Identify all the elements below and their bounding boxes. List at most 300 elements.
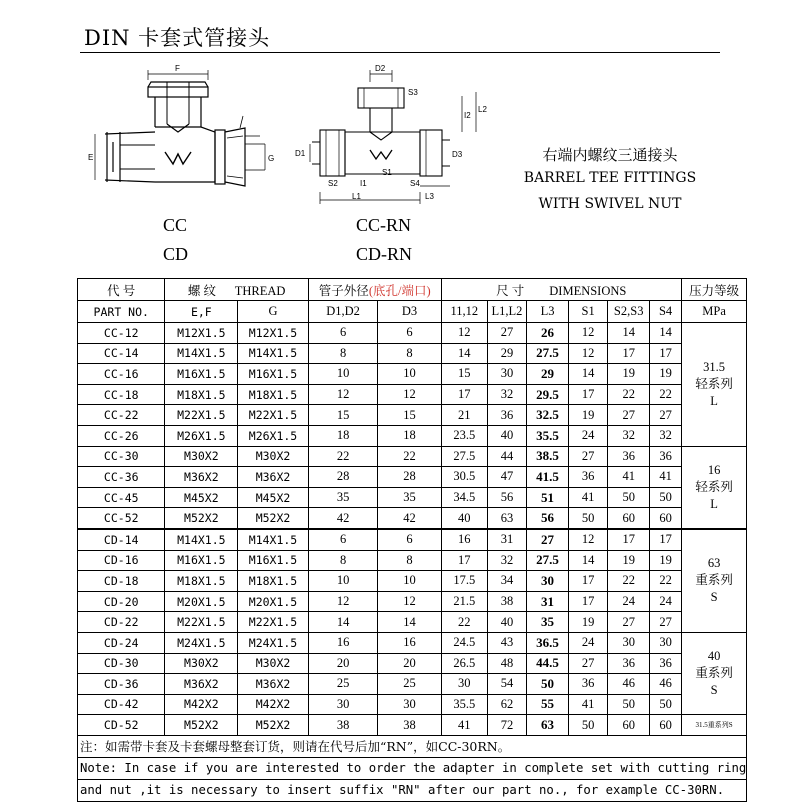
cell-l3: 56 [526, 508, 568, 529]
table-row [78, 467, 747, 488]
cell-part-no: CC-52 [78, 508, 165, 529]
cell-d3: 10 [378, 364, 441, 385]
title-underline [80, 52, 720, 53]
cell-l1l2: 29 [487, 343, 526, 364]
cell-l1l2: 44 [487, 446, 526, 467]
cell-s2s3: 32 [608, 425, 650, 446]
dim-s1-label: S1 [382, 168, 392, 177]
cell-s1: 19 [569, 405, 608, 426]
note-en-1: Note: In case if you are interested to order the adapter in complete set with cutting ring [78, 757, 747, 779]
cell-part-no: CC-30 [78, 446, 165, 467]
cell-l1l2: 72 [487, 715, 526, 736]
cell-d3: 14 [378, 612, 441, 633]
cell-d1d2: 35 [308, 487, 378, 508]
pressure-group [681, 446, 746, 529]
cell-d3: 35 [378, 487, 441, 508]
cell-s4: 60 [650, 715, 682, 736]
cell-l1l2: 43 [487, 632, 526, 653]
cell-part-no: CD-30 [78, 653, 165, 674]
barrel-tee-drawing [85, 62, 300, 207]
pressure-code: L [710, 393, 718, 408]
cell-part-no: CD-36 [78, 674, 165, 695]
cell-thread-g: M30X2 [238, 446, 309, 467]
cell-l1l2: 34 [487, 571, 526, 592]
cell-d1d2: 10 [308, 364, 378, 385]
cell-d3: 10 [378, 571, 441, 592]
cell-d1d2: 8 [308, 343, 378, 364]
header-code: 代 号 [78, 279, 165, 301]
cell-s4: 32 [650, 425, 682, 446]
cell-i1i2: 17 [441, 384, 487, 405]
cell-d3: 16 [378, 632, 441, 653]
cell-s2s3: 24 [608, 591, 650, 612]
cell-i1i2: 21 [441, 405, 487, 426]
cell-s2s3: 30 [608, 632, 650, 653]
dim-d3-label: D3 [452, 150, 463, 159]
cell-s4: 19 [650, 364, 682, 385]
cell-d1d2: 8 [308, 550, 378, 571]
dim-d1-label: D1 [295, 149, 306, 158]
cell-l3: 55 [526, 694, 568, 715]
dim-g-label: G [268, 154, 275, 163]
cell-thread-g: M52X2 [238, 715, 309, 736]
cell-l1l2: 56 [487, 487, 526, 508]
cell-thread-g: M52X2 [238, 508, 309, 529]
cell-s2s3: 41 [608, 467, 650, 488]
table-row [78, 632, 747, 653]
cell-d1d2: 18 [308, 425, 378, 446]
cell-i1i2: 35.5 [441, 694, 487, 715]
dim-d2-label: D2 [375, 64, 386, 73]
pressure-series: 重系列 [695, 666, 733, 681]
cell-thread-ef: M26X1.5 [165, 425, 238, 446]
cell-s4: 41 [650, 467, 682, 488]
cell-thread-ef: M22X1.5 [165, 612, 238, 633]
cell-s4: 27 [650, 612, 682, 633]
cell-s1: 12 [569, 529, 608, 550]
cell-d1d2: 30 [308, 694, 378, 715]
cell-s2s3: 60 [608, 715, 650, 736]
tee-with-nuts-drawing [290, 62, 495, 207]
cell-l1l2: 54 [487, 674, 526, 695]
cell-s2s3: 50 [608, 694, 650, 715]
cell-l1l2: 40 [487, 612, 526, 633]
cell-s2s3: 60 [608, 508, 650, 529]
dim-e-label: E [88, 153, 94, 162]
cell-d3: 8 [378, 343, 441, 364]
cell-l3: 29.5 [526, 384, 568, 405]
note-en-2: and nut ,it is necessary to insert suffix "RN" after our part no., for example CC-30RN. [78, 779, 747, 801]
cell-l3: 50 [526, 674, 568, 695]
cell-s4: 36 [650, 446, 682, 467]
cell-d3: 25 [378, 674, 441, 695]
spec-table [77, 278, 747, 802]
cell-s1: 19 [569, 612, 608, 633]
cell-thread-g: M14X1.5 [238, 529, 309, 550]
cell-d3: 6 [378, 323, 441, 344]
dim-s2-label: S2 [328, 179, 338, 188]
dim-i1-label: I1 [360, 179, 367, 188]
cell-l3: 44.5 [526, 653, 568, 674]
cell-thread-g: M30X2 [238, 653, 309, 674]
cell-s4: 14 [650, 323, 682, 344]
pressure-value: 16 [707, 462, 721, 477]
cell-i1i2: 23.5 [441, 425, 487, 446]
cell-d3: 6 [378, 529, 441, 550]
dim-i2-label: I2 [464, 111, 471, 120]
cell-s2s3: 17 [608, 343, 650, 364]
cell-part-no: CC-14 [78, 343, 165, 364]
header-l1l2: L1,L2 [487, 301, 526, 323]
cell-part-no: CC-16 [78, 364, 165, 385]
cell-s2s3: 19 [608, 364, 650, 385]
cell-s2s3: 50 [608, 487, 650, 508]
cell-part-no: CD-14 [78, 529, 165, 550]
cell-d1d2: 14 [308, 612, 378, 633]
cell-thread-ef: M52X2 [165, 715, 238, 736]
model-cc-rn: CC-RN [356, 215, 412, 235]
cell-thread-ef: M22X1.5 [165, 405, 238, 426]
cell-s4: 17 [650, 529, 682, 550]
cell-part-no: CC-26 [78, 425, 165, 446]
cell-part-no: CC-18 [78, 384, 165, 405]
cell-s2s3: 17 [608, 529, 650, 550]
header-l3: L3 [526, 301, 568, 323]
pressure-code: S [710, 590, 718, 605]
table-row [78, 487, 747, 508]
cell-d1d2: 10 [308, 571, 378, 592]
cell-l3: 51 [526, 487, 568, 508]
cell-l3: 26 [526, 323, 568, 344]
cell-s1: 27 [569, 446, 608, 467]
table-row [78, 405, 747, 426]
cell-i1i2: 15 [441, 364, 487, 385]
note-row-zh [78, 735, 747, 757]
pressure-value: 31.5 [703, 359, 726, 374]
cell-i1i2: 17.5 [441, 571, 487, 592]
cell-d3: 15 [378, 405, 441, 426]
dim-f-label: F [175, 64, 180, 73]
cell-s2s3: 27 [608, 612, 650, 633]
cell-i1i2: 22 [441, 612, 487, 633]
table-row [78, 571, 747, 592]
cell-part-no: CD-24 [78, 632, 165, 653]
table-row [78, 653, 747, 674]
cell-s1: 36 [569, 467, 608, 488]
cell-s1: 50 [569, 508, 608, 529]
cell-s1: 14 [569, 364, 608, 385]
header-s1: S1 [569, 301, 608, 323]
cell-thread-g: M36X2 [238, 674, 309, 695]
cell-s2s3: 19 [608, 550, 650, 571]
cell-l1l2: 47 [487, 467, 526, 488]
cell-i1i2: 26.5 [441, 653, 487, 674]
dim-s4-label: S4 [410, 179, 420, 188]
cell-thread-g: M42X2 [238, 694, 309, 715]
cell-thread-g: M18X1.5 [238, 571, 309, 592]
cell-d3: 18 [378, 425, 441, 446]
note-row-en-2 [78, 779, 747, 801]
cell-i1i2: 34.5 [441, 487, 487, 508]
cell-i1i2: 30.5 [441, 467, 487, 488]
cell-thread-ef: M16X1.5 [165, 550, 238, 571]
cell-i1i2: 16 [441, 529, 487, 550]
cell-d3: 30 [378, 694, 441, 715]
header-thread: 螺 纹 THREAD [165, 279, 308, 301]
cell-l1l2: 30 [487, 364, 526, 385]
dim-s3-label: S3 [408, 88, 418, 97]
cell-s4: 46 [650, 674, 682, 695]
cell-part-no: CD-52 [78, 715, 165, 736]
cell-part-no: CD-42 [78, 694, 165, 715]
table-row [78, 715, 747, 736]
note-row-en-1 [78, 757, 747, 779]
cell-thread-g: M18X1.5 [238, 384, 309, 405]
desc-zh: 右端内螺纹三通接头 [542, 146, 678, 164]
header-s2s3: S2,S3 [608, 301, 650, 323]
cell-s4: 22 [650, 571, 682, 592]
cell-l1l2: 38 [487, 591, 526, 612]
cell-s4: 50 [650, 487, 682, 508]
model-cd: CD [163, 244, 189, 264]
cell-part-no: CD-18 [78, 571, 165, 592]
cell-l1l2: 40 [487, 425, 526, 446]
header-mpa: MPa [681, 301, 746, 323]
cell-l1l2: 36 [487, 405, 526, 426]
cell-s2s3: 27 [608, 405, 650, 426]
cell-d1d2: 28 [308, 467, 378, 488]
cell-s2s3: 46 [608, 674, 650, 695]
dim-l2-label: L2 [478, 105, 487, 114]
table-row [78, 591, 747, 612]
cell-part-no: CD-22 [78, 612, 165, 633]
cell-d1d2: 12 [308, 384, 378, 405]
cell-s1: 41 [569, 694, 608, 715]
cell-thread-ef: M30X2 [165, 446, 238, 467]
cell-d1d2: 16 [308, 632, 378, 653]
cell-s1: 41 [569, 487, 608, 508]
cell-thread-ef: M20X1.5 [165, 591, 238, 612]
cell-d1d2: 42 [308, 508, 378, 529]
header-ef: E,F [165, 301, 238, 323]
cell-l1l2: 32 [487, 384, 526, 405]
cell-d1d2: 22 [308, 446, 378, 467]
table-row [78, 612, 747, 633]
cell-l3: 30 [526, 571, 568, 592]
cell-i1i2: 17 [441, 550, 487, 571]
header-row-2 [78, 301, 747, 323]
table-row [78, 446, 747, 467]
cell-thread-g: M22X1.5 [238, 612, 309, 633]
cell-thread-ef: M18X1.5 [165, 384, 238, 405]
cell-part-no: CC-12 [78, 323, 165, 344]
header-pressure: 压力等级 [681, 279, 746, 301]
cell-s1: 12 [569, 323, 608, 344]
table-row [78, 364, 747, 385]
pressure-series: 轻系列 [695, 479, 733, 494]
desc-en-2: WITH SWIVEL NUT [538, 196, 682, 212]
cell-thread-g: M24X1.5 [238, 632, 309, 653]
pressure-value: 40 [707, 649, 721, 664]
cell-s4: 17 [650, 343, 682, 364]
cell-l3: 32.5 [526, 405, 568, 426]
table-row [78, 343, 747, 364]
cell-part-no: CC-22 [78, 405, 165, 426]
cell-s1: 27 [569, 653, 608, 674]
cell-d3: 22 [378, 446, 441, 467]
header-d1d2: D1,D2 [308, 301, 378, 323]
cell-thread-ef: M36X2 [165, 674, 238, 695]
table-row [78, 323, 747, 344]
pressure-code: S [710, 683, 718, 698]
cell-s1: 17 [569, 591, 608, 612]
header-d3: D3 [378, 301, 441, 323]
cell-s4: 30 [650, 632, 682, 653]
cell-l3: 27.5 [526, 550, 568, 571]
pressure-series: 重系列 [695, 573, 733, 588]
header-s4: S4 [650, 301, 682, 323]
cell-s4: 36 [650, 653, 682, 674]
cell-thread-g: M16X1.5 [238, 364, 309, 385]
cell-l1l2: 31 [487, 529, 526, 550]
pressure-group [681, 632, 746, 714]
cell-s2s3: 22 [608, 571, 650, 592]
cell-thread-g: M16X1.5 [238, 550, 309, 571]
cell-l3: 31 [526, 591, 568, 612]
cell-thread-g: M36X2 [238, 467, 309, 488]
cell-s4: 22 [650, 384, 682, 405]
table-row [78, 508, 747, 529]
cell-d3: 20 [378, 653, 441, 674]
cell-l1l2: 63 [487, 508, 526, 529]
cell-l3: 35 [526, 612, 568, 633]
cell-thread-g: M45X2 [238, 487, 309, 508]
cell-d1d2: 15 [308, 405, 378, 426]
cell-d1d2: 6 [308, 529, 378, 550]
table-row [78, 529, 747, 550]
cell-i1i2: 27.5 [441, 446, 487, 467]
cell-s2s3: 14 [608, 323, 650, 344]
cell-s1: 50 [569, 715, 608, 736]
note-zh: 注：如需带卡套及卡套螺母整套订货，则请在代号后加“RN”，如CC-30RN。 [78, 735, 747, 757]
cell-l3: 36.5 [526, 632, 568, 653]
cell-thread-g: M12X1.5 [238, 323, 309, 344]
cell-d3: 28 [378, 467, 441, 488]
cell-s1: 12 [569, 343, 608, 364]
cell-thread-ef: M24X1.5 [165, 632, 238, 653]
header-od: 管子外径(底孔/端口) [308, 279, 441, 301]
cell-l3: 63 [526, 715, 568, 736]
cell-l3: 27.5 [526, 343, 568, 364]
cell-i1i2: 14 [441, 343, 487, 364]
cell-s2s3: 36 [608, 446, 650, 467]
cell-i1i2: 24.5 [441, 632, 487, 653]
cell-s1: 17 [569, 384, 608, 405]
cell-l1l2: 27 [487, 323, 526, 344]
cell-d1d2: 12 [308, 591, 378, 612]
cell-thread-ef: M12X1.5 [165, 323, 238, 344]
cell-thread-ef: M14X1.5 [165, 343, 238, 364]
cell-i1i2: 40 [441, 508, 487, 529]
model-cd-rn: CD-RN [356, 244, 413, 264]
cell-s2s3: 36 [608, 653, 650, 674]
dim-l3-label: L3 [425, 192, 434, 201]
cell-part-no: CD-20 [78, 591, 165, 612]
cell-thread-ef: M45X2 [165, 487, 238, 508]
cell-d3: 12 [378, 384, 441, 405]
cell-thread-ef: M36X2 [165, 467, 238, 488]
pressure-group: 31.5重系列S [681, 715, 746, 736]
cell-d3: 42 [378, 508, 441, 529]
cell-thread-g: M14X1.5 [238, 343, 309, 364]
header-i1i2: 11,12 [441, 301, 487, 323]
cell-thread-g: M20X1.5 [238, 591, 309, 612]
cell-i1i2: 30 [441, 674, 487, 695]
cell-l3: 29 [526, 364, 568, 385]
cell-d1d2: 20 [308, 653, 378, 674]
pressure-code: L [710, 496, 718, 511]
cell-thread-ef: M30X2 [165, 653, 238, 674]
cell-l1l2: 62 [487, 694, 526, 715]
cell-thread-g: M26X1.5 [238, 425, 309, 446]
cell-thread-ef: M52X2 [165, 508, 238, 529]
cell-thread-ef: M16X1.5 [165, 364, 238, 385]
cell-l3: 35.5 [526, 425, 568, 446]
cell-d3: 12 [378, 591, 441, 612]
cell-l3: 27 [526, 529, 568, 550]
table-row [78, 694, 747, 715]
desc-en-1: BARREL TEE FITTINGS [523, 170, 697, 186]
cell-l1l2: 48 [487, 653, 526, 674]
cell-s4: 50 [650, 694, 682, 715]
cell-s4: 27 [650, 405, 682, 426]
cell-s4: 60 [650, 508, 682, 529]
cell-thread-ef: M42X2 [165, 694, 238, 715]
cell-s4: 24 [650, 591, 682, 612]
spec-body [78, 323, 747, 736]
cell-l3: 38.5 [526, 446, 568, 467]
dim-l1-label: L1 [352, 192, 361, 201]
pressure-series: 轻系列 [695, 376, 733, 391]
cell-i1i2: 41 [441, 715, 487, 736]
cell-thread-ef: M14X1.5 [165, 529, 238, 550]
header-row-1 [78, 279, 747, 301]
cell-s1: 14 [569, 550, 608, 571]
table-row [78, 550, 747, 571]
cell-s2s3: 22 [608, 384, 650, 405]
cell-part-no: CC-45 [78, 487, 165, 508]
cell-s1: 36 [569, 674, 608, 695]
table-row [78, 384, 747, 405]
page-title: DIN 卡套式管接头 [84, 26, 271, 50]
header-g: G [238, 301, 309, 323]
pressure-value: 63 [707, 556, 721, 571]
cell-part-no: CD-16 [78, 550, 165, 571]
cell-d1d2: 25 [308, 674, 378, 695]
cell-part-no: CC-36 [78, 467, 165, 488]
cell-s1: 24 [569, 425, 608, 446]
cell-l3: 41.5 [526, 467, 568, 488]
cell-s1: 17 [569, 571, 608, 592]
cell-thread-g: M22X1.5 [238, 405, 309, 426]
cell-s1: 24 [569, 632, 608, 653]
header-part-no: PART NO. [78, 301, 165, 323]
cell-d1d2: 6 [308, 323, 378, 344]
model-cc: CC [163, 215, 188, 235]
table-row [78, 425, 747, 446]
cell-d1d2: 38 [308, 715, 378, 736]
cell-d3: 38 [378, 715, 441, 736]
